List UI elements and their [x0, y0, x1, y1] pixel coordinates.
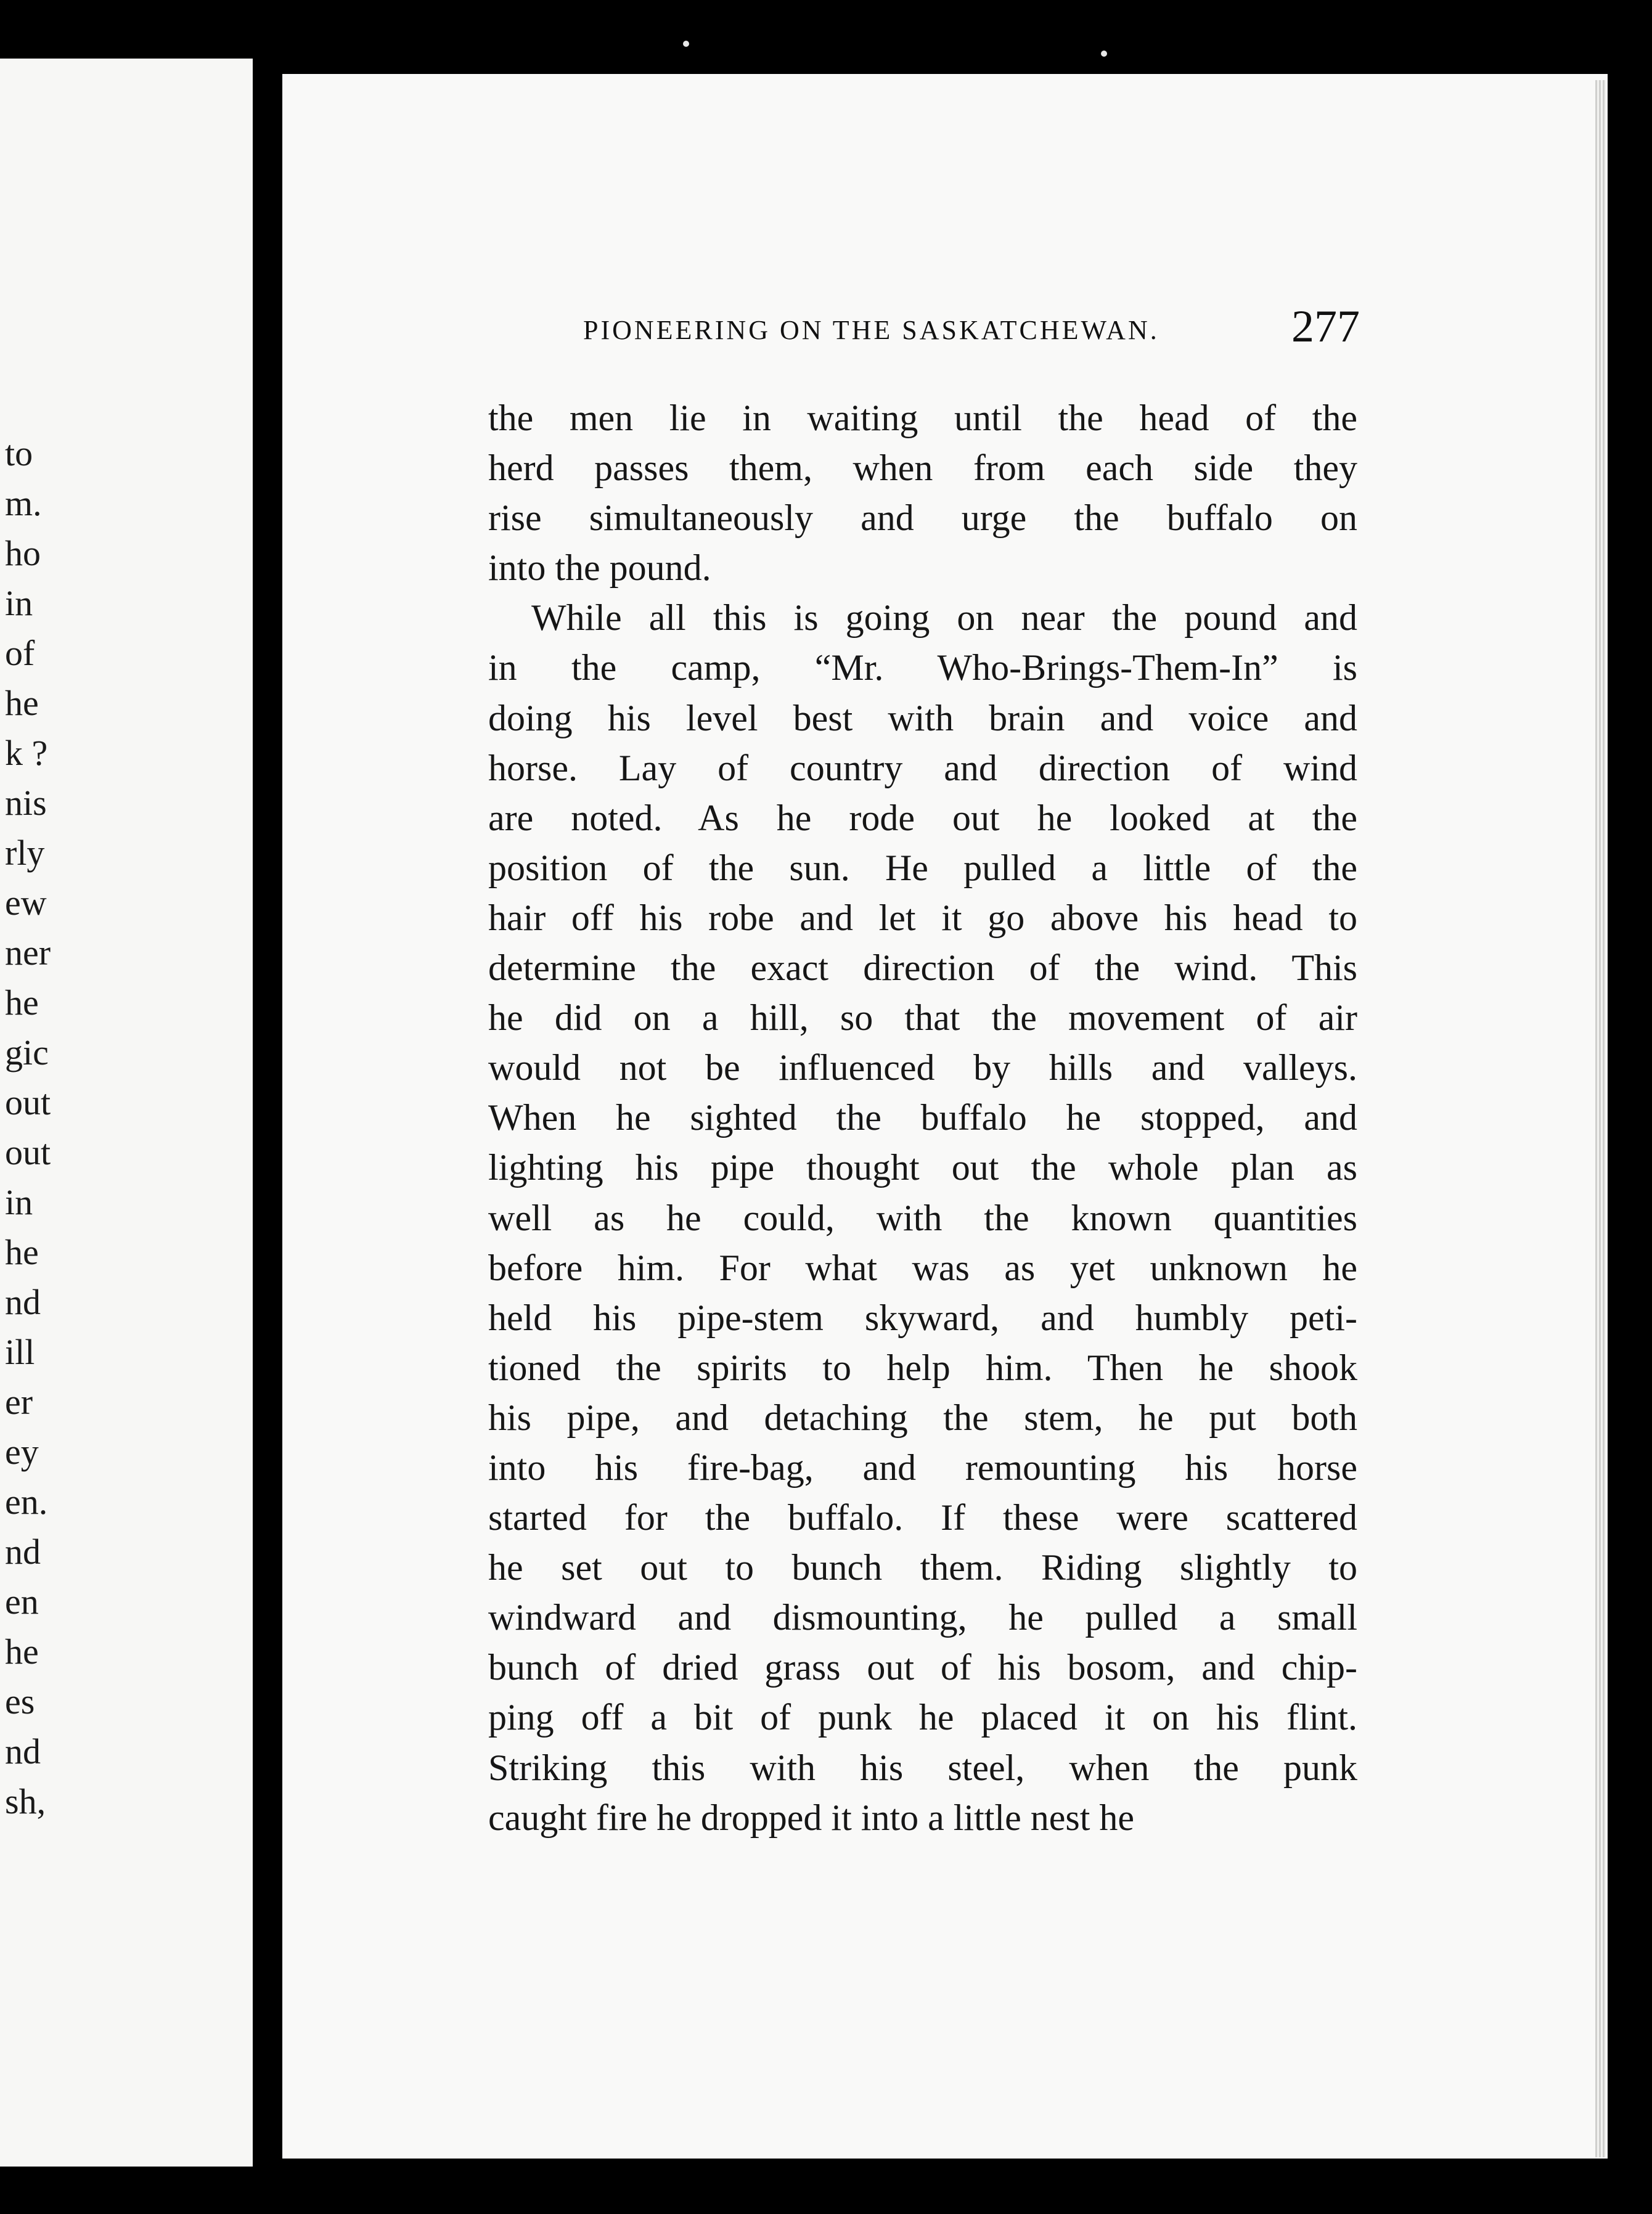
body-text-line: started for the buffalo. If these were scattered: [488, 1497, 1357, 1538]
scan-speck: [1101, 51, 1107, 57]
previous-page-fragment-line: nd: [5, 1282, 41, 1322]
body-text-line: bunch of dried grass out of his bosom, and chip-: [488, 1647, 1357, 1688]
body-text: [488, 393, 1357, 1843]
body-text-line: before him. For what was as yet unknown he: [488, 1247, 1357, 1288]
body-text-line: Striking this with his steel, when the punk: [488, 1747, 1357, 1788]
body-text-line: the men lie in waiting until the head of the: [488, 398, 1357, 438]
previous-page-fragment-line: he: [5, 1232, 39, 1272]
previous-page-fragment-line: nd: [5, 1532, 41, 1572]
body-text-line: are noted. As he rode out he looked at the: [488, 797, 1357, 838]
previous-page-fragment-line: ill: [5, 1332, 35, 1372]
body-text-line: hair off his robe and let it go above his head to: [488, 897, 1357, 938]
previous-page-fragment-line: out: [5, 1082, 51, 1122]
previous-page-fragment-line: to: [5, 433, 33, 473]
body-text-line: When he sighted the buffalo he stopped, and: [488, 1097, 1357, 1138]
previous-page-fragment-line: of: [5, 633, 35, 673]
body-text-line: into his fire-bag, and remounting his horse: [488, 1447, 1357, 1488]
body-text-line: he did on a hill, so that the movement of air: [488, 997, 1357, 1039]
body-text-line: in the camp, “Mr. Who-Brings-Them-In” is: [488, 647, 1357, 688]
previous-page-fragment-line: k ?: [5, 733, 48, 773]
page-edge-stack: [1595, 80, 1606, 2157]
previous-page-fragment-line: sh,: [5, 1781, 46, 1821]
previous-page-fragment-line: m.: [5, 483, 42, 523]
body-text-line: While all this is going on near the pound and: [531, 597, 1357, 639]
body-text-line: horse. Lay of country and direction of wind: [488, 747, 1357, 788]
previous-page-fragment-line: he: [5, 982, 39, 1023]
previous-page-fragment-line: nd: [5, 1731, 41, 1771]
body-text-line: position of the sun. He pulled a little of the: [488, 847, 1357, 888]
body-text-line: herd passes them, when from each side they: [488, 447, 1357, 489]
previous-page-fragment-line: es: [5, 1681, 35, 1722]
previous-page-fragment-line: he: [5, 1632, 39, 1672]
previous-page-fragment-line: in: [5, 583, 33, 623]
previous-page-fragment-line: he: [5, 683, 39, 723]
previous-page-fragment-line: er: [5, 1382, 33, 1422]
previous-page-fragment-line: nis: [5, 783, 47, 823]
body-text-line: determine the exact direction of the wind. This: [488, 947, 1357, 989]
body-text-line: windward and dismounting, he pulled a small: [488, 1597, 1357, 1638]
previous-page-fragment-line: in: [5, 1182, 33, 1222]
previous-page-fragment-line: rly: [5, 833, 45, 873]
body-text-line: well as he could, with the known quantities: [488, 1197, 1357, 1238]
previous-page-fragment-line: ey: [5, 1432, 39, 1472]
previous-page-fragment-line: ner: [5, 933, 51, 973]
previous-page-fragment-line: ew: [5, 883, 47, 923]
body-text-line: held his pipe-stem skyward, and humbly peti-: [488, 1297, 1357, 1338]
previous-page-fragment-line: out: [5, 1132, 51, 1172]
body-text-line: into the pound.: [488, 547, 711, 589]
previous-page-line-ends: [5, 428, 79, 1826]
running-head: [583, 301, 1360, 350]
body-text-line: he set out to bunch them. Riding slightly to: [488, 1547, 1357, 1588]
body-text-line: his pipe, and detaching the stem, he put both: [488, 1397, 1357, 1438]
page-number: 277: [1291, 301, 1360, 352]
body-text-line: doing his level best with brain and voice and: [488, 697, 1357, 738]
previous-page-fragment-line: en.: [5, 1482, 48, 1522]
previous-page-fragment-line: en: [5, 1582, 39, 1622]
previous-page-fragment: [0, 59, 253, 2167]
previous-page-fragment-line: ho: [5, 533, 41, 573]
running-head-title: PIONEERING ON THE SASKATCHEWAN.: [583, 315, 1159, 345]
previous-page-fragment-line: gic: [5, 1032, 49, 1072]
body-text-line: tioned the spirits to help him. Then he shook: [488, 1347, 1357, 1388]
scan-speck: [683, 41, 689, 47]
body-text-line: ping off a bit of punk he placed it on his flint.: [488, 1697, 1357, 1738]
body-text-line: rise simultaneously and urge the buffalo on: [488, 497, 1357, 539]
body-text-line: would not be influenced by hills and valleys.: [488, 1047, 1357, 1089]
body-text-line: caught fire he dropped it into a little nest he: [488, 1797, 1135, 1838]
body-text-line: lighting his pipe thought out the whole plan as: [488, 1147, 1357, 1188]
